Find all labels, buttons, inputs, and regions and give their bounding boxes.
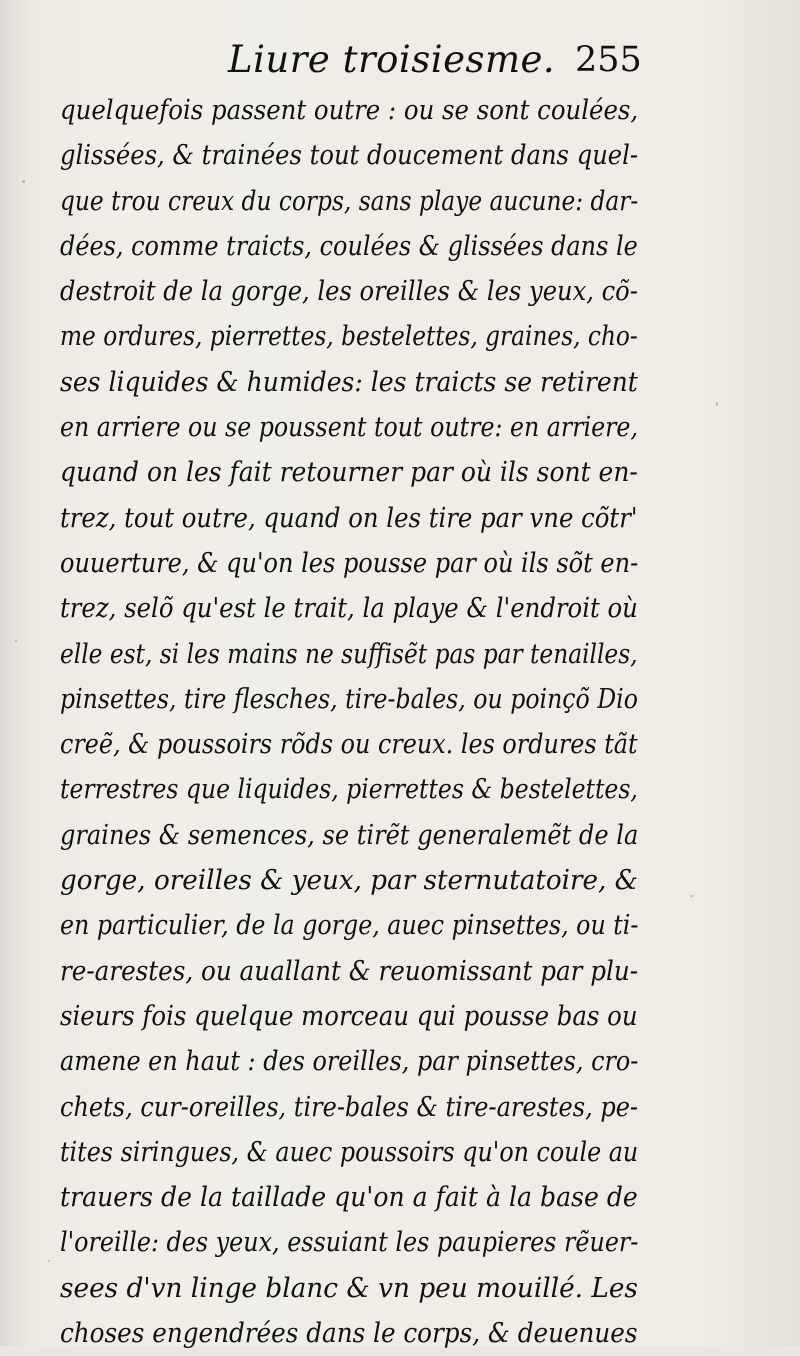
text-line: en arriere ou se poussent tout outre: en arriere,: [60, 412, 638, 444]
text-line: pinsettes, tire flesches, tire-bales, ou poinçõ Dio: [60, 683, 638, 715]
running-title: Liure troisiesme.: [228, 38, 556, 81]
text-line: glissées, & trainées tout doucement dans quel-: [60, 140, 639, 172]
text-line: amene en haut : des oreilles, par pinsettes, cro-: [60, 1046, 639, 1078]
text-line: graines & semences, se tirẽt generalemẽt de la: [60, 819, 639, 851]
text-line: quand on les fait retourner par où ils sont en-: [60, 457, 638, 489]
text-line: re-arestes, ou auallant & reuomissant par plu-: [60, 955, 639, 987]
text-line: quelquefois passent outre : ou se sont coulées,: [60, 95, 639, 126]
page-header: [0, 34, 800, 86]
text-line: chets, cur-oreilles, tire-bales & tire-arestes, pe-: [60, 1091, 639, 1123]
text-line: sees d'vn linge blanc & vn peu mouillé. Les: [60, 1272, 638, 1304]
body-text: [60, 88, 640, 1356]
text-line: choses engendrées dans le corps, & deuenues: [60, 1318, 638, 1350]
text-line: me ordures, pierrettes, bestelettes, graines, cho-: [60, 321, 638, 353]
text-line: sieurs fois quelque morceau qui pousse bas ou: [60, 1000, 638, 1032]
paper-speckle: [15, 640, 17, 642]
text-line: trez, selõ qu'est le trait, la playe & l'endroit où: [60, 593, 638, 625]
page-number: 255: [575, 40, 642, 80]
text-line: l'oreille: des yeux, essuiant les paupieres rẽuer-: [60, 1227, 639, 1259]
text-line: dées, comme traicts, coulées & glissées dans le: [60, 230, 638, 262]
text-line: tites siringues, & auec poussoirs qu'on coule au: [60, 1136, 639, 1168]
text-line: terrestres que liquides, pierrettes & bestelettes,: [60, 774, 638, 806]
text-line: elle est, si les mains ne suffisẽt pas par tenailles,: [60, 638, 638, 670]
text-line: ses liquides & humides: les traicts se retirent: [60, 366, 638, 398]
text-line: trauers de la taillade qu'on a fait à la base de: [60, 1182, 638, 1214]
text-line: destroit de la gorge, les oreilles & les yeux, cõ-: [60, 276, 638, 308]
paper-speckle: [690, 895, 693, 897]
text-line: creẽ, & poussoirs rõds ou creux. les ordures tãt: [60, 729, 638, 761]
text-line: ouuerture, & qu'on les pousse par où ils sõt en-: [60, 547, 639, 579]
paper-speckle: [716, 402, 718, 406]
text-line: en particulier, de la gorge, auec pinsettes, ou ti-: [60, 910, 639, 942]
paper-speckle: [22, 180, 25, 183]
text-line: que trou creux du corps, sans playe aucune: dar-: [60, 185, 639, 217]
text-line: trez, tout outre, quand on les tire par vne cõtr': [60, 502, 638, 534]
text-line: gorge, oreilles & yeux, par sternutatoire, &: [60, 865, 638, 897]
paper-speckle: [48, 1260, 50, 1262]
